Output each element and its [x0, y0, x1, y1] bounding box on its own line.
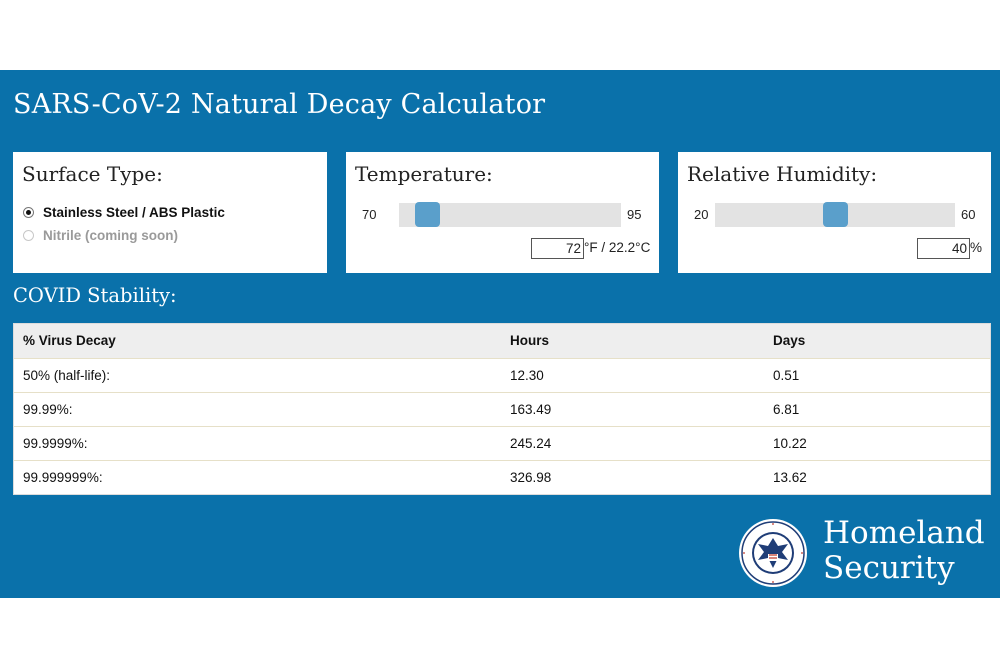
- dhs-logo: [738, 516, 993, 591]
- temperature-min-label: 70: [362, 207, 377, 222]
- temperature-unit-label: °F / 22.2°C: [584, 240, 651, 255]
- hours-cell: 163.49: [510, 402, 552, 417]
- humidity-min-label: 20: [694, 207, 709, 222]
- temperature-slider[interactable]: [399, 203, 621, 227]
- radio-button-disabled: [23, 230, 34, 241]
- humidity-slider[interactable]: [715, 203, 955, 227]
- surface-type-title: Surface Type:: [22, 162, 163, 186]
- humidity-title: Relative Humidity:: [687, 162, 878, 186]
- page-title: SARS-CoV-2 Natural Decay Calculator: [13, 89, 546, 120]
- temperature-max-label: 95: [627, 207, 642, 222]
- stability-table: [13, 323, 991, 495]
- temperature-card: [346, 152, 659, 273]
- surface-type-card: [13, 152, 327, 273]
- temperature-value-input[interactable]: 72: [531, 238, 584, 259]
- humidity-value-input[interactable]: 40: [917, 238, 970, 259]
- calculator-panel: [0, 70, 1000, 598]
- surface-option-stainless-steel[interactable]: [23, 205, 225, 220]
- hours-cell: 12.30: [510, 368, 544, 383]
- table-row: [14, 426, 990, 460]
- decay-percent-cell: 99.99%:: [23, 402, 73, 417]
- table-row: [14, 392, 990, 426]
- hours-cell: 326.98: [510, 470, 552, 485]
- humidity-unit-label: %: [970, 240, 983, 255]
- surface-option-label: Stainless Steel / ABS Plastic: [43, 205, 225, 220]
- temperature-title: Temperature:: [355, 162, 493, 186]
- covid-stability-title: COVID Stability:: [13, 284, 177, 307]
- column-header-hours: Hours: [510, 333, 550, 348]
- table-row: [14, 358, 990, 392]
- surface-option-nitrile: [23, 228, 178, 243]
- column-header-days: Days: [773, 333, 806, 348]
- dhs-wordmark-line1: Homeland: [823, 515, 985, 551]
- table-header-row: [14, 324, 990, 358]
- dhs-wordmark: [823, 516, 985, 586]
- hours-cell: 245.24: [510, 436, 552, 451]
- radio-button-selected[interactable]: [23, 207, 34, 218]
- decay-percent-cell: 99.999999%:: [23, 470, 103, 485]
- days-cell: 0.51: [773, 368, 800, 383]
- humidity-card: [678, 152, 991, 273]
- days-cell: 13.62: [773, 470, 807, 485]
- days-cell: 6.81: [773, 402, 800, 417]
- temperature-slider-thumb[interactable]: [415, 202, 440, 227]
- table-row: [14, 460, 990, 494]
- column-header-decay: % Virus Decay: [23, 333, 116, 348]
- humidity-slider-thumb[interactable]: [823, 202, 848, 227]
- surface-option-label: Nitrile (coming soon): [43, 228, 178, 243]
- decay-percent-cell: 99.9999%:: [23, 436, 88, 451]
- dhs-wordmark-line2: Security: [823, 550, 955, 586]
- humidity-max-label: 60: [961, 207, 976, 222]
- dhs-seal-icon: [738, 518, 808, 588]
- days-cell: 10.22: [773, 436, 807, 451]
- decay-percent-cell: 50% (half-life):: [23, 368, 111, 383]
